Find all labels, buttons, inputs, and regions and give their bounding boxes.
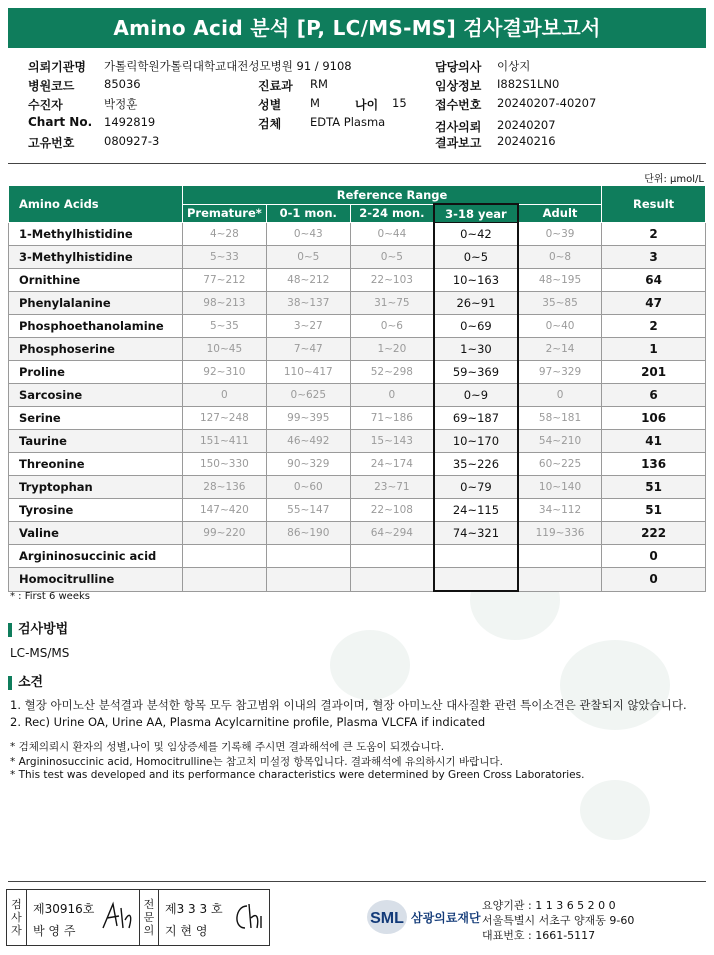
table-row <box>9 384 706 407</box>
amino-acid-name: Serine <box>9 407 183 430</box>
table-row <box>9 568 706 592</box>
amino-acid-name: Tryptophan <box>9 476 183 499</box>
reference-range-cell: 0~5 <box>350 246 434 269</box>
amino-acid-name: Homocitrulline <box>9 568 183 592</box>
col-age-3-18year: 3-18 year <box>434 204 518 223</box>
result-cell: 2 <box>602 223 706 246</box>
reference-range-cell: 0~79 <box>434 476 518 499</box>
amino-acid-name: Proline <box>9 361 183 384</box>
table-row <box>9 246 706 269</box>
reference-range-cell: 0 <box>350 384 434 407</box>
reference-range-cell: 1~20 <box>350 338 434 361</box>
reference-range-cell: 22~103 <box>350 269 434 292</box>
table-row <box>9 338 706 361</box>
table-row <box>9 430 706 453</box>
reference-range-cell: 59~369 <box>434 361 518 384</box>
col-amino-acids: Amino Acids <box>9 186 183 223</box>
doctor-value: 이상지 <box>497 59 531 73</box>
amino-acid-name: Phosphoserine <box>9 338 183 361</box>
reference-range-cell: 127~248 <box>182 407 266 430</box>
unit-label: 단위: μmol/L <box>644 174 704 185</box>
reference-range-cell <box>266 568 350 592</box>
result-cell: 6 <box>602 384 706 407</box>
result-cell: 201 <box>602 361 706 384</box>
reference-range-cell <box>518 568 602 592</box>
tester-signature <box>99 898 135 934</box>
table-row <box>9 292 706 315</box>
result-cell: 2 <box>602 315 706 338</box>
reference-range-cell: 48~195 <box>518 269 602 292</box>
reference-range-cell: 99~395 <box>266 407 350 430</box>
reference-range-cell: 46~492 <box>266 430 350 453</box>
reference-range-cell: 23~71 <box>350 476 434 499</box>
reference-range-cell: 0~5 <box>266 246 350 269</box>
result-cell: 136 <box>602 453 706 476</box>
reference-range-cell: 71~186 <box>350 407 434 430</box>
reference-range-cell: 74~321 <box>434 522 518 545</box>
table-row <box>9 361 706 384</box>
specialist-label: 전 문 의 <box>139 890 159 945</box>
reference-range-cell: 10~45 <box>182 338 266 361</box>
reference-range-cell <box>518 545 602 568</box>
reference-range-cell: 15~143 <box>350 430 434 453</box>
reference-range-cell: 0 <box>518 384 602 407</box>
request-value: 20240207 <box>497 118 556 132</box>
amino-acid-name: Sarcosine <box>9 384 183 407</box>
footnote: * : First 6 weeks <box>10 591 90 602</box>
reference-range-cell: 0~44 <box>350 223 434 246</box>
reference-range-cell: 7~47 <box>266 338 350 361</box>
institution-code: 요양기관 : 1 1 3 6 5 2 0 0 <box>482 899 616 912</box>
reference-range-cell: 0~40 <box>518 315 602 338</box>
reference-range-cell: 99~220 <box>182 522 266 545</box>
table-row <box>9 269 706 292</box>
report-title: Amino Acid 분석 [P, LC/MS-MS] 검사결과보고서 <box>8 8 706 48</box>
result-cell: 64 <box>602 269 706 292</box>
receipt-value: 20240207-40207 <box>497 96 597 110</box>
note-1: * 검체의뢰시 환자의 성별,나이 및 임상증세를 기록해 주시면 결과해석에 큰 도움이 되겠습니다. <box>10 741 445 753</box>
age-value: 15 <box>392 96 407 110</box>
reference-range-cell: 86~190 <box>266 522 350 545</box>
hospital-code-label: 병원코드 <box>28 79 75 93</box>
col-age-premature: Premature* <box>182 204 266 223</box>
tester-license: 제30916호 <box>33 902 95 916</box>
reference-range-cell: 5~35 <box>182 315 266 338</box>
reference-range-cell: 0~9 <box>434 384 518 407</box>
amino-acid-name: Threonine <box>9 453 183 476</box>
reference-range-cell <box>350 568 434 592</box>
reference-range-cell <box>266 545 350 568</box>
reference-range-cell: 28~136 <box>182 476 266 499</box>
reference-range-cell: 58~181 <box>518 407 602 430</box>
reference-range-cell: 69~187 <box>434 407 518 430</box>
table-row <box>9 315 706 338</box>
reference-range-cell <box>182 568 266 592</box>
sml-logo-name: 삼광의료재단 <box>411 911 481 925</box>
amino-acid-name: 1-Methylhistidine <box>9 223 183 246</box>
reference-range-cell: 24~115 <box>434 499 518 522</box>
signature-box <box>6 889 270 946</box>
reference-range-cell: 60~225 <box>518 453 602 476</box>
patient-value: 박정훈 <box>104 97 138 111</box>
col-result: Result <box>602 186 706 223</box>
unique-value: 080927-3 <box>104 134 160 148</box>
tester-label: 검 사 자 <box>7 890 27 945</box>
amino-acid-name: Valine <box>9 522 183 545</box>
watermark-shape <box>580 780 650 840</box>
amino-acid-name: Phenylalanine <box>9 292 183 315</box>
result-cell: 51 <box>602 476 706 499</box>
table-row <box>9 545 706 568</box>
result-cell: 222 <box>602 522 706 545</box>
sml-logo-mark <box>365 897 409 937</box>
svg-text:SML: SML <box>370 910 404 927</box>
amino-acid-name: Ornithine <box>9 269 183 292</box>
hospital-code-value: 85036 <box>104 77 141 91</box>
specialist-name: 지 현 영 <box>165 924 208 938</box>
reference-range-cell: 0~625 <box>266 384 350 407</box>
specimen-value: EDTA Plasma <box>310 115 386 129</box>
reference-range-cell: 0~42 <box>434 223 518 246</box>
reference-range-cell <box>182 545 266 568</box>
result-cell: 41 <box>602 430 706 453</box>
institution-label: 의뢰기관명 <box>28 60 86 74</box>
amino-acid-name: 3-Methylhistidine <box>9 246 183 269</box>
col-age-adult: Adult <box>518 204 602 223</box>
reference-range-cell: 92~310 <box>182 361 266 384</box>
sml-logo <box>365 897 481 941</box>
reference-range-cell: 31~75 <box>350 292 434 315</box>
reference-range-cell <box>350 545 434 568</box>
note-2: * Argininosuccinic acid, Homocitrulline는 참고치 미설정 항목입니다. 결과해석에 유의하시기 바랍니다. <box>10 756 503 768</box>
reference-range-cell: 55~147 <box>266 499 350 522</box>
reference-range-cell: 2~14 <box>518 338 602 361</box>
reference-range-cell: 0~5 <box>434 246 518 269</box>
footer-divider <box>8 881 706 882</box>
method-text: LC-MS/MS <box>10 646 70 660</box>
reference-range-cell: 10~163 <box>434 269 518 292</box>
reference-range-cell: 5~33 <box>182 246 266 269</box>
col-age-2-24mon: 2-24 mon. <box>350 204 434 223</box>
watermark-shape <box>560 640 670 730</box>
reference-range-cell: 26~91 <box>434 292 518 315</box>
method-heading: 검사방법 <box>8 623 68 637</box>
reference-range-cell: 35~226 <box>434 453 518 476</box>
dept-label: 진료과 <box>258 79 293 93</box>
reference-range-cell: 0~69 <box>434 315 518 338</box>
result-cell: 3 <box>602 246 706 269</box>
reference-range-cell: 10~170 <box>434 430 518 453</box>
specialist-signature <box>229 898 265 934</box>
reference-range-cell <box>434 568 518 592</box>
reference-range-cell: 97~329 <box>518 361 602 384</box>
result-cell: 106 <box>602 407 706 430</box>
reference-range-cell: 77~212 <box>182 269 266 292</box>
institution-address: 서울특별시 서초구 양재동 9-60 <box>482 914 635 927</box>
findings-heading: 소견 <box>8 676 43 690</box>
unique-label: 고유번호 <box>28 136 75 150</box>
reference-range-cell: 38~137 <box>266 292 350 315</box>
findings-line-1: 1. 혈장 아미노산 분석결과 분석한 항목 모두 참고범위 이내의 결과이며, 혈장 아미노산 대사질환 관련 특이소견은 관찰되지 않았습니다. <box>10 698 687 712</box>
reference-range-cell: 147~420 <box>182 499 266 522</box>
table-row <box>9 522 706 545</box>
amino-acid-name: Phosphoethanolamine <box>9 315 183 338</box>
reference-range-cell: 22~108 <box>350 499 434 522</box>
specimen-label: 검체 <box>258 117 282 131</box>
chart-value: 1492819 <box>104 115 156 129</box>
reference-range-cell: 10~140 <box>518 476 602 499</box>
sex-value: M <box>310 96 320 110</box>
reference-range-cell: 0~43 <box>266 223 350 246</box>
reference-range-cell: 0~6 <box>350 315 434 338</box>
reference-range-cell: 150~330 <box>182 453 266 476</box>
reference-range-cell: 48~212 <box>266 269 350 292</box>
result-cell: 51 <box>602 499 706 522</box>
reference-range-cell: 24~174 <box>350 453 434 476</box>
reference-range-cell: 151~411 <box>182 430 266 453</box>
reference-range-cell: 0~8 <box>518 246 602 269</box>
institution-row <box>28 58 86 75</box>
amino-acid-name: Argininosuccinic acid <box>9 545 183 568</box>
request-label: 검사의뢰 <box>435 120 482 134</box>
table-row <box>9 499 706 522</box>
reference-range-cell: 54~210 <box>518 430 602 453</box>
result-cell: 1 <box>602 338 706 361</box>
reference-range-cell: 3~27 <box>266 315 350 338</box>
patient-label: 수진자 <box>28 98 63 112</box>
age-label: 나이 <box>355 98 379 112</box>
clinical-value: I882S1LN0 <box>497 77 560 91</box>
col-age-0-1mon: 0-1 mon. <box>266 204 350 223</box>
header-divider <box>8 163 706 164</box>
clinical-label: 임상정보 <box>435 79 482 93</box>
reference-range-cell: 1~30 <box>434 338 518 361</box>
report-date-value: 20240216 <box>497 134 556 148</box>
receipt-label: 접수번호 <box>435 98 482 112</box>
reference-range-cell: 0 <box>182 384 266 407</box>
dept-value: RM <box>310 77 328 91</box>
reference-range-cell: 52~298 <box>350 361 434 384</box>
reference-range-cell: 90~329 <box>266 453 350 476</box>
sex-label: 성별 <box>258 98 282 112</box>
specialist-license: 제3 3 3 호 <box>165 902 223 916</box>
result-cell: 0 <box>602 568 706 592</box>
doctor-label: 담당의사 <box>435 60 482 74</box>
result-cell: 47 <box>602 292 706 315</box>
reference-range-cell: 4~28 <box>182 223 266 246</box>
reference-range-cell: 64~294 <box>350 522 434 545</box>
reference-range-cell: 34~112 <box>518 499 602 522</box>
reference-range-cell <box>434 545 518 568</box>
institution-phone: 대표번호 : 1661-5117 <box>482 929 596 942</box>
institution-value: 가톨릭학원가톨릭대학교대전성모병원 91 / 9108 <box>104 59 352 73</box>
watermark-shape <box>330 630 410 700</box>
reference-range-cell: 119~336 <box>518 522 602 545</box>
report-date-label: 결과보고 <box>435 136 482 150</box>
findings-line-2: 2. Rec) Urine OA, Urine AA, Plasma Acylcarnitine profile, Plasma VLCFA if indicated <box>10 715 486 729</box>
chart-label: Chart No. <box>28 115 93 129</box>
reference-range-cell: 98~213 <box>182 292 266 315</box>
reference-range-cell: 35~85 <box>518 292 602 315</box>
result-cell: 0 <box>602 545 706 568</box>
amino-acid-name: Tyrosine <box>9 499 183 522</box>
amino-acid-table <box>8 185 706 592</box>
table-row <box>9 476 706 499</box>
reference-range-cell: 0~39 <box>518 223 602 246</box>
table-row <box>9 453 706 476</box>
table-row <box>9 223 706 246</box>
reference-range-cell: 0~60 <box>266 476 350 499</box>
tester-name: 박 영 주 <box>33 924 76 938</box>
table-row <box>9 407 706 430</box>
note-3: * This test was developed and its performance characteristics were determined by Green Cross Laboratories. <box>10 769 585 781</box>
amino-acid-name: Taurine <box>9 430 183 453</box>
reference-range-cell: 110~417 <box>266 361 350 384</box>
col-reference-range: Reference Range <box>182 186 601 205</box>
